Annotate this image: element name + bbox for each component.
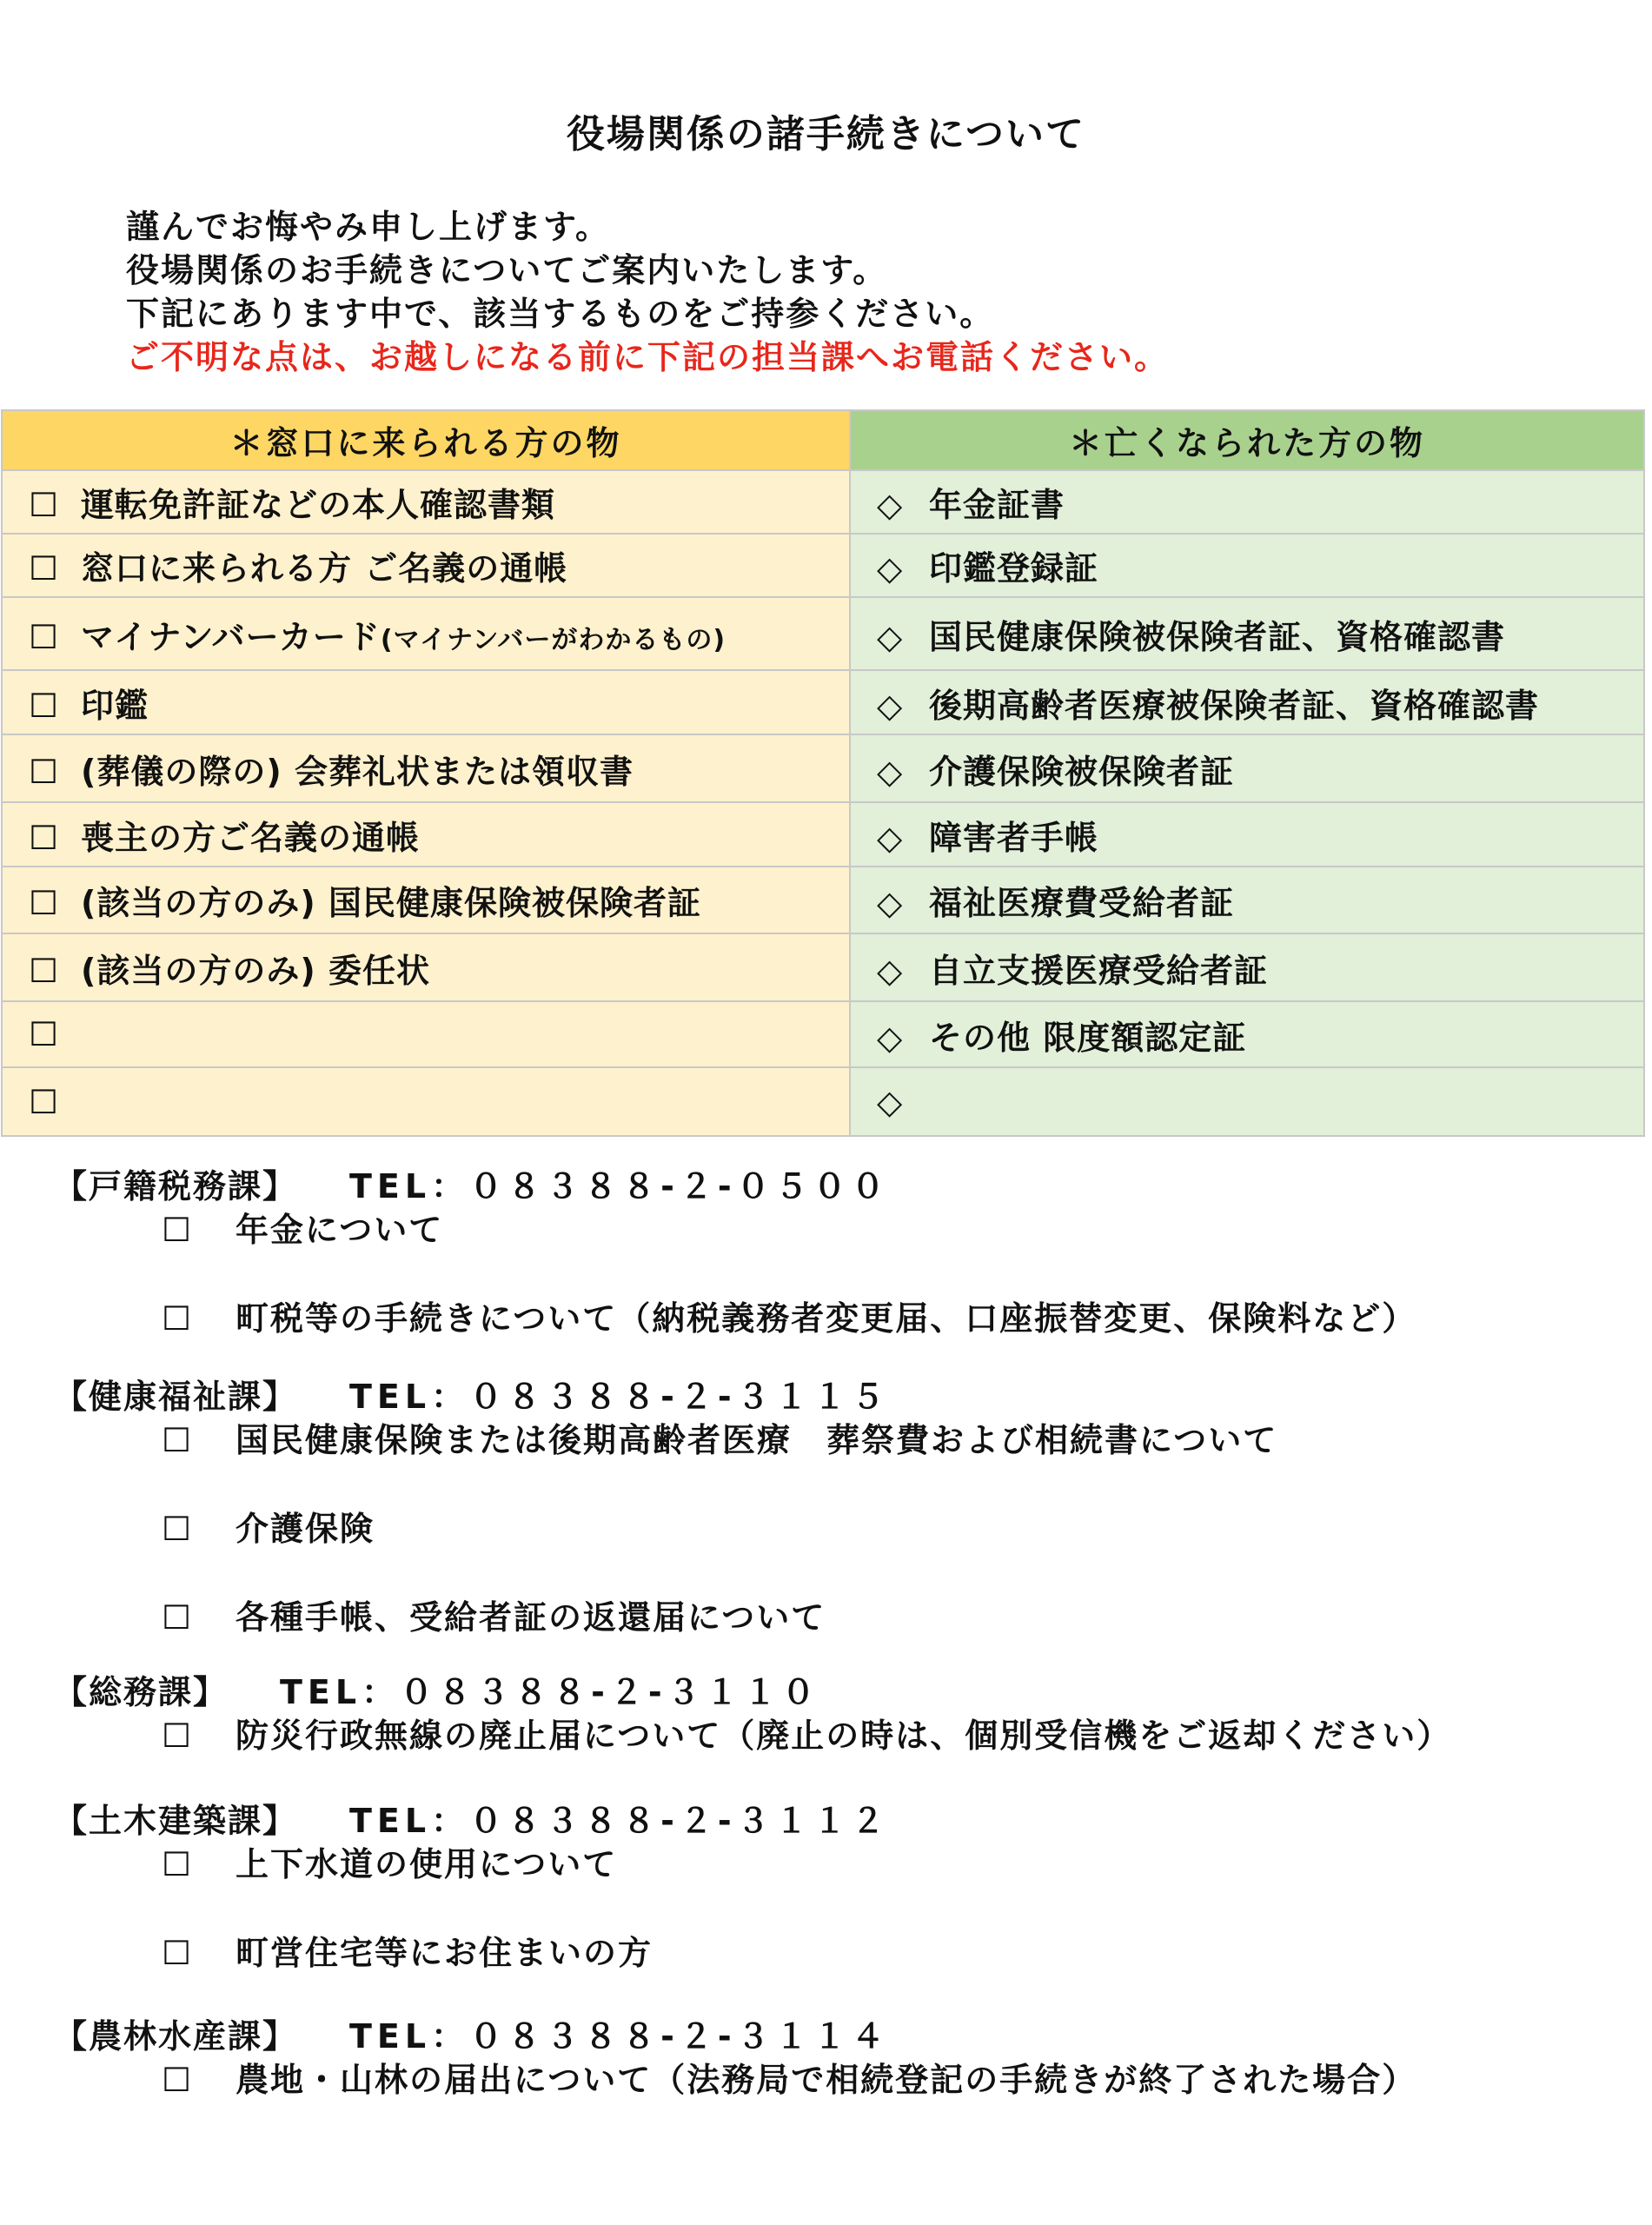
right-item-text: 福祉医療費受給者証 (929, 884, 1235, 922)
checkbox-icon: ☐ (162, 1299, 194, 1338)
checkbox-icon: ☐ (29, 549, 60, 588)
department-block (54, 1670, 1451, 1757)
department-block (54, 1165, 1451, 1340)
diamond-icon: ◇ (877, 752, 904, 791)
checkbox-icon: ☐ (29, 686, 60, 725)
checkbox-icon: ☐ (162, 1421, 194, 1459)
left-item-text: マイナンバーカード (81, 617, 381, 656)
right-item-cell (850, 802, 1644, 867)
right-item-text: 自立支援医療受給者証 (929, 951, 1269, 990)
checkbox-icon: ☐ (162, 1211, 194, 1249)
left-item-cell (2, 734, 850, 802)
department-item-text: 年金について (236, 1211, 444, 1249)
diamond-icon: ◇ (877, 549, 904, 588)
left-column-header: ＊窓口に来られる方の物 (2, 410, 850, 470)
department-item (54, 1596, 1451, 1639)
department-header (54, 1375, 1451, 1418)
department-header (54, 2015, 1451, 2058)
department-name: 【土木建築課】 (54, 1802, 298, 1840)
department-phone: TEL：０８３８８-２-３１１４ (349, 2017, 890, 2056)
department-block (54, 2015, 1451, 2102)
diamond-icon: ◇ (877, 884, 904, 922)
checkbox-icon: ☐ (29, 752, 60, 791)
left-item-cell (2, 670, 850, 734)
right-column-header: ＊亡くなられた方の物 (850, 410, 1644, 470)
department-item-text: 各種手帳、受給者証の返還届について (236, 1598, 826, 1637)
right-item-cell (850, 1067, 1644, 1136)
left-item-cell (2, 1067, 850, 1136)
left-item-cell (2, 802, 850, 867)
diamond-icon: ◇ (877, 951, 904, 990)
left-item-cell (2, 597, 850, 670)
department-item (54, 2058, 1451, 2102)
diamond-icon: ◇ (877, 686, 904, 725)
checkbox-icon: ☐ (29, 486, 60, 524)
left-item-text: 運転免許証などの本人確認書類 (81, 486, 556, 524)
table-row (2, 534, 1644, 597)
department-block (54, 1799, 1451, 1975)
department-list (54, 1165, 1451, 2102)
intro-notice: ご不明な点は、お越しになる前に下記の担当課へお電話ください。 (126, 338, 1170, 376)
checkbox-icon: ☐ (162, 1934, 194, 1972)
diamond-icon: ◇ (877, 486, 904, 524)
checkbox-icon: ☐ (29, 1015, 60, 1053)
department-item-text: 町税等の手続きについて（納税義務者変更届、口座振替変更、保険料など） (236, 1299, 1417, 1338)
department-phone: TEL：０８３８８-２-３１１２ (349, 1802, 890, 1840)
left-item-cell (2, 1001, 850, 1067)
department-block (54, 1375, 1451, 1639)
left-item-text: (葬儀の際の) 会葬礼状または領収書 (81, 752, 634, 791)
table-row (2, 1001, 1644, 1067)
left-item-text: 窓口に来られる方 ご名義の通帳 (81, 549, 568, 588)
right-item-text: 国民健康保険被保険者証、資格確認書 (929, 617, 1506, 656)
right-item-text: 障害者手帳 (929, 818, 1099, 857)
diamond-icon: ◇ (877, 617, 904, 656)
left-item-text: 喪主の方ご名義の通帳 (81, 818, 421, 857)
right-item-cell (850, 670, 1644, 734)
table-header-row (2, 410, 1644, 470)
checkbox-icon: ☐ (29, 617, 60, 656)
checkbox-icon: ☐ (29, 951, 60, 990)
checkbox-icon: ☐ (162, 1717, 194, 1755)
left-item-cell (2, 933, 850, 1001)
table-row (2, 1067, 1644, 1136)
intro-line: 謹んでお悔やみ申し上げます。 (126, 208, 610, 246)
checkbox-icon: ☐ (162, 1845, 194, 1883)
left-item-cell (2, 534, 850, 597)
department-item (54, 1931, 1451, 1975)
table-row (2, 802, 1644, 867)
department-item-text: 上下水道の使用について (236, 1845, 618, 1883)
table-row (2, 867, 1644, 933)
right-item-text: 印鑑登録証 (929, 549, 1099, 588)
intro-line: 役場関係のお手続きについてご案内いたします。 (126, 251, 888, 289)
department-item-text: 防災行政無線の廃止届について（廃止の時は、個別受信機をご返却ください） (236, 1717, 1452, 1755)
diamond-icon: ◇ (877, 1018, 904, 1057)
right-item-text: その他 限度額認定証 (929, 1018, 1247, 1057)
department-item-text: 町営住宅等にお住まいの方 (236, 1934, 654, 1972)
table-row (2, 734, 1644, 802)
right-item-text: 後期高齢者医療被保険者証、資格確認書 (929, 686, 1540, 725)
right-item-cell (850, 597, 1644, 670)
table-row (2, 597, 1644, 670)
department-name: 【農林水産課】 (54, 2017, 298, 2056)
checkbox-icon: ☐ (29, 818, 60, 857)
department-item-text: 国民健康保険または後期高齢者医療 葬祭費および相続書について (236, 1421, 1278, 1459)
department-name: 【健康福祉課】 (54, 1378, 298, 1416)
department-item (54, 1843, 1451, 1886)
right-item-cell (850, 1001, 1644, 1067)
left-item-text: (該当の方のみ) 国民健康保険被保険者証 (81, 884, 701, 922)
checkbox-icon: ☐ (162, 2061, 194, 2099)
diamond-icon: ◇ (877, 1082, 904, 1121)
department-item (54, 1208, 1451, 1252)
department-phone: TEL：０８３８８-２-３１１５ (349, 1378, 890, 1416)
department-item (54, 1297, 1451, 1340)
department-header (54, 1165, 1451, 1208)
department-phone: TEL：０８３８８-２-０５００ (349, 1167, 890, 1205)
left-item-note: (マイナンバーがわかるもの) (380, 624, 726, 655)
page-title: 役場関係の諸手続きについて (566, 112, 1086, 156)
department-item-text: 介護保険 (236, 1510, 375, 1548)
department-item (54, 1714, 1451, 1757)
checkbox-icon: ☐ (29, 884, 60, 922)
left-item-cell (2, 867, 850, 933)
department-item (54, 1507, 1451, 1551)
department-name: 【戸籍税務課】 (54, 1167, 298, 1205)
table-row (2, 670, 1644, 734)
table-row (2, 470, 1644, 534)
right-item-text: 介護保険被保険者証 (929, 752, 1235, 791)
right-item-cell (850, 470, 1644, 534)
left-item-cell (2, 470, 850, 534)
department-item-text: 農地・山林の届出について（法務局で相続登記の手続きが終了された場合） (236, 2061, 1417, 2099)
right-item-cell (850, 867, 1644, 933)
department-header (54, 1670, 1451, 1714)
right-item-cell (850, 933, 1644, 1001)
department-header (54, 1799, 1451, 1843)
left-item-text: 印鑑 (81, 686, 149, 725)
diamond-icon: ◇ (877, 818, 904, 857)
department-name: 【総務課】 (54, 1673, 229, 1711)
right-item-text: 年金証書 (929, 486, 1065, 524)
right-item-cell (850, 734, 1644, 802)
checkbox-icon: ☐ (162, 1510, 194, 1548)
intro-line: 下記にあります中で、該当するものをご持参ください。 (126, 295, 995, 333)
department-phone: TEL：０８３８８-２-３１１０ (280, 1673, 820, 1711)
items-table (1, 409, 1645, 1137)
table-row (2, 933, 1644, 1001)
department-item (54, 1418, 1451, 1462)
right-item-cell (850, 534, 1644, 597)
checkbox-icon: ☐ (29, 1082, 60, 1121)
intro-block (126, 205, 1169, 379)
checkbox-icon: ☐ (162, 1598, 194, 1637)
left-item-text: (該当の方のみ) 委任状 (81, 951, 430, 990)
